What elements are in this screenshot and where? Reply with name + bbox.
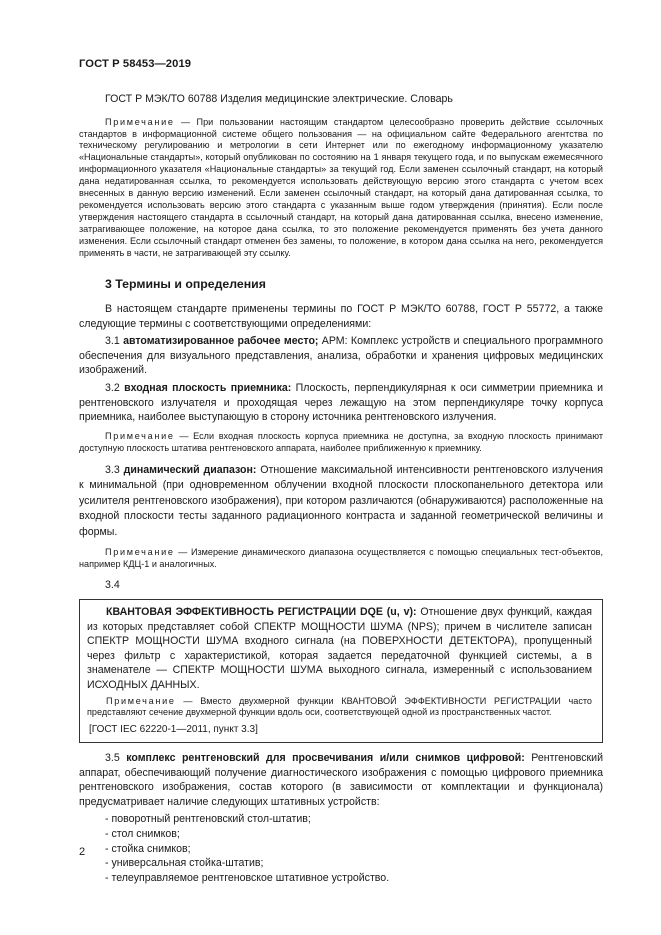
term-3-1	[79, 334, 603, 378]
note-text: — При пользовании настоящим стандартом целесообразно проверить действие ссылочных стандартов в информационной системе общего пользования — на официальном сайте Федерального агентства по техническому регулированию и метрологии в сети Интернет или по ежегодному информационному указателю «Национальные стандарты», который опубликован по состоянию на 1 января текущего года, и по выпускам ежемесячного информационного указателя «Национальные стандарты» за текущий год. Если заменен ссылочный стандарт, на который дана недатированная ссылка, то рекомендуется использовать действующую версию этого стандарта с учетом всех внесенных в данную версию изменений. Если заменен ссылочный стандарт, на который дана датированная ссылка, то рекомендуется использовать версию этого стандарта с указанным выше годом утверждения (принятия). Если после утверждения настоящего стандарта в ссылочный стандарт, на который дана датированная ссылка, внесено изменение, затрагивающее положение, на которое дана ссылка, то это положение рекомендуется применять без учета данного изменения. Если ссылочный стандарт отменен без замены, то положение, в котором дана ссылка на него, рекомендуется применять в части, не затрагивающей эту ссылку.	[79, 116, 603, 258]
term-3-3	[79, 463, 603, 541]
note-3-4	[87, 696, 592, 720]
term-3-5	[79, 751, 603, 809]
term-number: 3.2	[105, 382, 120, 395]
source-reference: [ГОСТ IEC 62220-1—2011, пункт 3.3]	[89, 724, 258, 736]
list-item: - стойка снимков;	[105, 842, 191, 855]
note-text: — Измерение динамического диапазона осуществляется с помощью специальных тест-объектов, например КДЦ-1 и аналогичных.	[79, 546, 603, 569]
term-3-4-box	[79, 599, 603, 743]
note-text: — Вместо двухмерной функции КВАНТОВОЙ ЭФФЕКТИВНОСТИ РЕГИСТРАЦИИ часто представляют сечение двухмерной функции вдоль оси, соответствующей одной из пространственных частот.	[87, 695, 592, 718]
page-number: 2	[79, 846, 86, 858]
list-item: - поворотный рентгеновский стол-штатив;	[105, 813, 311, 826]
note-text: — Если входная плоскость корпуса приемника не доступна, за входную плоскость принимают доступную плоскость штатива рентгеновского аппарата, наиболее приближенную к приемнику.	[79, 430, 603, 453]
note-label: Примечание	[105, 430, 175, 441]
device-list	[79, 812, 603, 885]
term-definition: Плоскость, перпендикулярная к оси симметрии приемника и рентгеновского излучателя и проходящая через лежащую на этом перпендикуляре точку корпуса приемника, наиболее выступающую в сторону источника рентгеновского излучения.	[79, 382, 603, 424]
term-3-4	[87, 605, 592, 693]
term-name: КВАНТОВАЯ ЭФФЕКТИВНОСТЬ РЕГИСТРАЦИИ DQE (u, v):	[106, 606, 417, 618]
list-item: - телеуправляемое рентгеновское штативное устройство.	[105, 871, 390, 884]
term-3-2	[79, 381, 603, 425]
term-name: динамический диапазон:	[123, 463, 257, 476]
note-references	[79, 117, 603, 260]
document-code: ГОСТ Р 58453—2019	[79, 58, 192, 70]
note-label: Примечание	[105, 116, 175, 127]
term-number: 3.5	[105, 751, 120, 764]
term-definition: Рентгеновский аппарат, обеспечивающий получение диагностического изображения с помощью цифрового приемника рентгеновского изображения, состав которого (в зависимости от комплектации и функционала) предусматривает наличие следующих штативных устройств:	[79, 751, 603, 808]
page-content	[79, 92, 603, 885]
term-definition: АРМ: Комплекс устройств и специального программного обеспечения для визуального представления, анализа, обработки и хранения цифровых медицинских изображений.	[79, 335, 604, 377]
section-title: 3 Термины и определения	[105, 277, 266, 292]
section-intro: В настоящем стандарте применены термины по ГОСТ Р МЭК/ТО 60788, ГОСТ Р 55772, а также следующие термины с соответствующими определениями:	[79, 303, 603, 330]
list-item: - универсальная стойка-штатив;	[105, 857, 264, 870]
term-3-4-number: 3.4	[105, 579, 120, 592]
list-item: - стол снимков;	[105, 827, 180, 840]
term-number: 3.1	[105, 335, 120, 348]
note-label: Примечание	[105, 546, 175, 557]
note-3-2	[79, 431, 603, 455]
term-name: входная плоскость приемника:	[124, 382, 292, 395]
note-3-3	[79, 547, 603, 571]
term-definition: Отношение максимальной интенсивности рентгеновского излучения к минимальной (при одновременном облучении входной плоскости плоскопанельного детектора или усилителя рентгеновского изображения), при котором различаются (обнаруживаются) расположенные на входной плоскости тесты заданного радиационного контраста и заданной геометрической величины и формы.	[79, 463, 604, 538]
term-number: 3.3	[105, 463, 120, 476]
note-label: Примечание	[106, 695, 176, 706]
term-name: комплекс рентгеновский для просвечивания и/или снимков цифровой:	[126, 751, 525, 764]
term-definition: Отношение двух функций, каждая из которых представляет собой СПЕКТР МОЩНОСТИ ШУМА (NPS); причем в числителе записан СПЕКТР МОЩНОСТИ ШУМА входного сигнала (на ПОВЕРХНОСТИ ДЕТЕКТОРА), пропущенный через фильтр с характеристикой, которая задается передаточной функцией системы, а в знаменателе — СПЕКТР МОЩНОСТИ ШУМА выходного сигнала, измеренный с использованием ИСХОДНЫХ ДАННЫХ.	[87, 606, 592, 691]
normative-reference: ГОСТ Р МЭК/ТО 60788 Изделия медицинские электрические. Словарь	[105, 93, 453, 105]
term-name: автоматизированное рабочее место;	[123, 335, 319, 348]
